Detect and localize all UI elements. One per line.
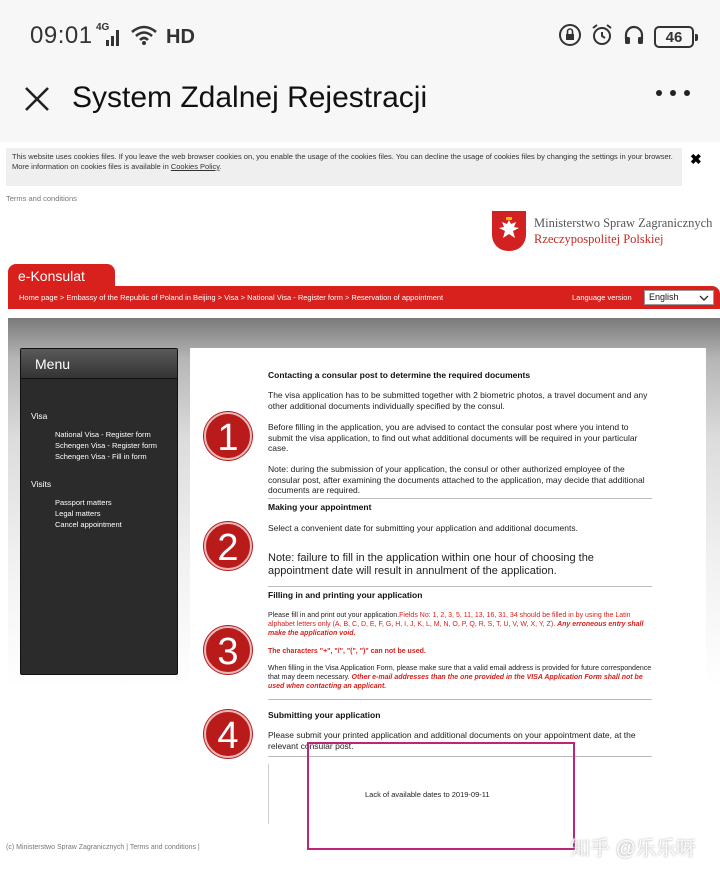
- menu-heading-visits: Visits: [31, 479, 52, 489]
- menu-item-schengen-register[interactable]: Schengen Visa - Register form: [55, 441, 157, 450]
- step4-text: Please submit your printed application and additional documents on your appointment date, at the relevant consular post.: [268, 730, 636, 751]
- step3-email-warning: Other e-mail addresses than the one provided in the VISA Application Form shall not be used when contacting an applicant.: [268, 674, 643, 690]
- alarm-icon: [590, 23, 614, 52]
- ministry-name-line2: Rzeczypospolitej Polskiej: [534, 232, 664, 246]
- navigation-bar: [8, 286, 720, 309]
- language-label: Language version: [572, 293, 632, 302]
- status-left-icons: [96, 22, 195, 52]
- cookies-policy-link[interactable]: Cookies Policy: [170, 162, 220, 171]
- app-bar: [0, 70, 720, 142]
- language-select[interactable]: [644, 290, 714, 305]
- availability-message: Lack of available dates to 2019-09-11: [365, 790, 490, 799]
- step1-text2: Before filling in the application, you are advised to contact the consular post where you intend to submit the visa application, to find out what additional documents will be required in your particular case.: [268, 422, 638, 453]
- step3-email-text: When filling in the Visa Application Form, please make sure that a valid email address is provided for future correspondence that may deem necessary.: [268, 665, 652, 681]
- step3-email: [268, 664, 652, 691]
- step1-title: Contacting a consular post to determine the required documents: [268, 370, 531, 380]
- network-type: 4G: [96, 22, 110, 33]
- cookie-banner: This website uses cookies files. If you leave the web browser cookies on, you enable the usage of the cookies files. You can decline the usage of cookies files by changing the settings in your browser. More information on cookies files is available in Cookies Policy.: [6, 148, 682, 186]
- signal-4g-icon: [96, 22, 122, 48]
- step3-characters: The characters "+", "/", "(", ")" can not be used.: [268, 648, 426, 655]
- terms-link[interactable]: Terms and conditions: [6, 194, 77, 203]
- watermark: 知乎 @乐乐呀: [570, 838, 696, 860]
- tab-e-konsulat[interactable]: e-Konsulat: [8, 264, 115, 288]
- divider: [268, 498, 652, 499]
- step3-text: [268, 611, 652, 638]
- cookie-text: This website uses cookies files. If you leave the web browser cookies on, you enable the usage of the cookies files. You can decline the usage of cookies files by changing the settings in your browser. More information on cookies files is available in: [12, 152, 673, 171]
- step3-void-warning: Any erroneous entry shall make the application void.: [268, 621, 644, 637]
- rotation-lock-icon: [558, 23, 582, 52]
- webview: [0, 142, 720, 875]
- breadcrumb[interactable]: Home page > Embassy of the Republic of Poland in Beijing > Visa > National Visa - Register form > Reservation of appointment: [19, 293, 444, 302]
- step1-text1: The visa application has to be submitted together with 2 biometric photos, a travel document and any other additional documents individually specified by the consul.: [268, 390, 648, 411]
- close-icon[interactable]: [22, 84, 52, 114]
- page-footer[interactable]: (c) Ministerstwo Spraw Zagranicznych | Terms and conditions |: [6, 844, 200, 851]
- ministry-logo[interactable]: [492, 210, 714, 252]
- more-options-icon[interactable]: [656, 90, 690, 96]
- menu-item-cancel-appointment[interactable]: Cancel appointment: [55, 520, 122, 529]
- step3-fields-rule: Fields No: 1, 2, 3, 5, 11, 13, 16, 31, 34 should be filled in by using the Latin alphabet letters only (A, B, C, D, E, F, G, H, I, J, K, L, M, N, O, P, Q, R, S, T, U, V, W, X, Y, Z).: [268, 612, 631, 628]
- step2-number: 2: [204, 522, 252, 570]
- highlight-box: [307, 742, 575, 850]
- menu-title: Menu: [21, 349, 177, 379]
- chevron-down-icon: [699, 293, 709, 303]
- status-right-icons: [558, 22, 694, 52]
- menu-heading-visa: Visa: [31, 411, 48, 421]
- divider: [268, 699, 652, 700]
- step3-title: Filling in and printing your application: [268, 590, 423, 600]
- wifi-icon: [130, 24, 158, 51]
- menu-item-passport[interactable]: Passport matters: [55, 498, 112, 507]
- ministry-name-line1: Ministerstwo Spraw Zagranicznych: [534, 216, 713, 230]
- menu-item-legal[interactable]: Legal matters: [55, 509, 101, 518]
- cookie-close-icon[interactable]: ✖: [690, 151, 702, 167]
- step3-number: 3: [204, 626, 252, 674]
- divider: [268, 586, 652, 587]
- side-menu: [20, 348, 178, 675]
- step2-title: Making your appointment: [268, 502, 372, 512]
- step1-note: Note: during the submission of your application, the consul or other authorized employee of the consular post, after examining the documents attached to the application, may decide that additional documents are required.: [268, 464, 645, 495]
- step1-number: 1: [204, 412, 252, 460]
- step3-intro: Please fill in and print out your application.: [268, 612, 400, 619]
- menu-item-national-visa[interactable]: National Visa - Register form: [55, 430, 151, 439]
- polish-eagle-icon: [492, 211, 526, 251]
- step2-text: Select a convenient date for submitting your application and additional documents.: [268, 523, 578, 533]
- step2-note: Note: failure to fill in the application within one hour of choosing the appointment date will result in annulment of the application.: [268, 552, 594, 577]
- language-value: English: [649, 292, 679, 302]
- hd-icon: HD: [166, 25, 195, 48]
- clock: 09:01: [30, 22, 93, 49]
- step4-title: Submitting your application: [268, 710, 381, 720]
- step4-number: 4: [204, 710, 252, 758]
- battery-level: 46: [665, 28, 683, 46]
- menu-item-schengen-fill[interactable]: Schengen Visa - Fill in form: [55, 452, 147, 461]
- battery-icon: [654, 26, 694, 48]
- status-bar: [0, 0, 720, 70]
- headphones-icon: [622, 23, 646, 52]
- app-title: System Zdalnej Rejestracji: [72, 81, 428, 114]
